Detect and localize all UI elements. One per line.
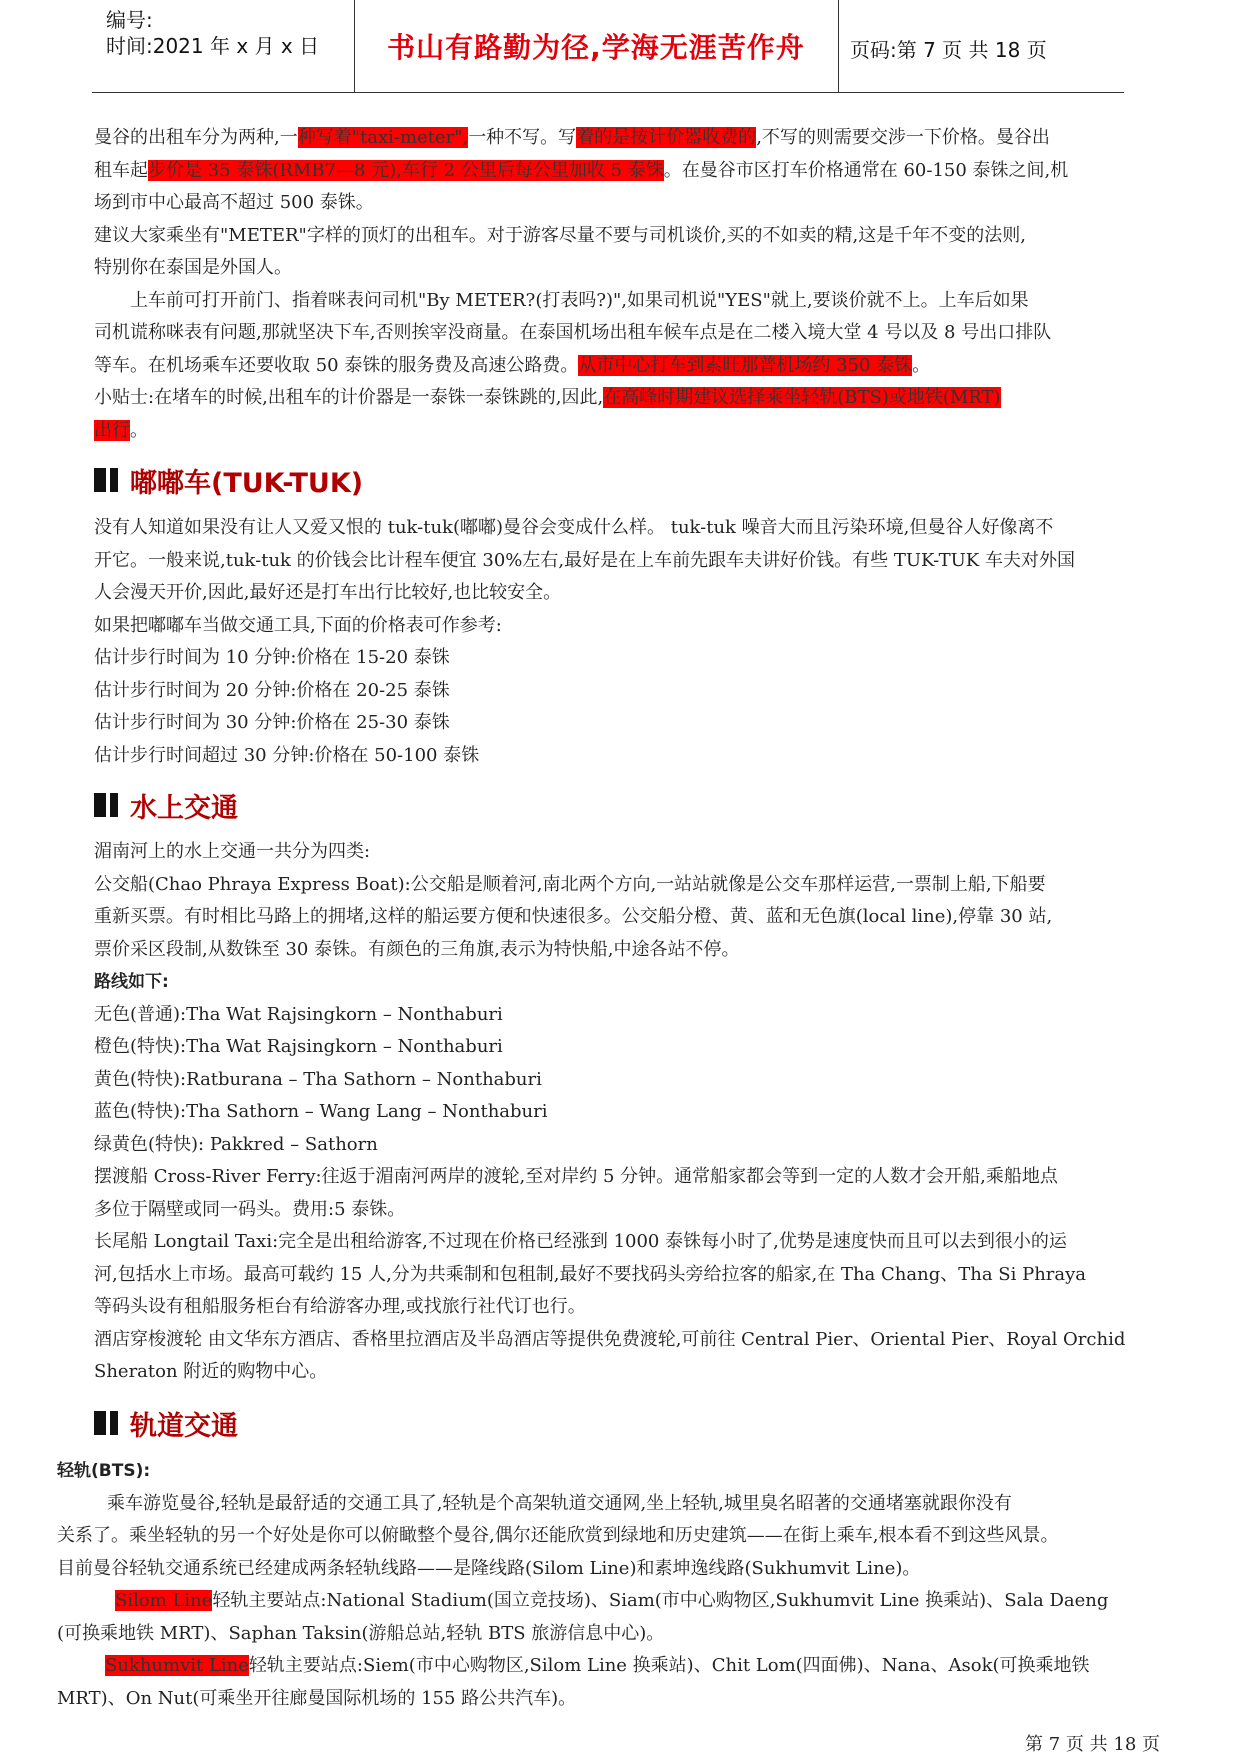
paragraph-line: 湄南河上的水上交通一共分为四类: — [94, 841, 371, 862]
text-run: 小贴士:在堵车的时候,出租车的计价器是一泰铢一泰铢跳的,因此, — [94, 387, 604, 408]
paragraph-line: 河,包括水上市场。最高可载约 15 人,分为共乘制和包租制,最好不要找码头旁给拉客的船家,在 Tha Chang、Tha Si Phraya — [94, 1263, 1087, 1285]
paragraph-line: 摆渡船 Cross-River Ferry:往返于湄南河两岸的渡轮,至对岸约 5 分钟。通常船家都会等到一定的人数才会开船,乘船地点 — [94, 1166, 1058, 1187]
text-run: ,不写的则需要交涉一下价格。曼谷出 — [756, 127, 1050, 148]
page-header — [92, 0, 1124, 93]
paragraph-line: 特别你在泰国是外国人。 — [94, 257, 292, 278]
text-run: 曼谷的出租车分为两种,一 — [94, 127, 298, 148]
paragraph-line — [94, 382, 1160, 415]
section-title: 嘟嘟车(TUK-TUK) — [130, 467, 364, 499]
section-heading-tuktuk — [94, 460, 363, 500]
paragraph-line: 多位于隔壁或同一码头。费用:5 泰铢。 — [94, 1198, 406, 1220]
paragraph-line: 乘车游览曼谷,轻轨是最舒适的交通工具了,轻轨是个高架轨道交通网,坐上轻轨,城里臭名昭著的交通堵塞就跟你没有 — [107, 1492, 1012, 1514]
heading-bar-icon — [110, 793, 118, 817]
text-run: 。 — [912, 354, 931, 376]
highlight: 步价是 35 泰铢(RMB7—8 元),车行 2 公里后每公里加收 5 泰铢 — [148, 159, 664, 181]
price-item: 估计步行时间超过 30 分钟:价格在 50-100 泰铢 — [94, 744, 480, 766]
paragraph-line: 长尾船 Longtail Taxi:完全是出租给游客,不过现在价格已经涨到 1000 泰铢每小时了,优势是速度快而且可以去到很小的运 — [94, 1231, 1067, 1252]
route-item: 橙色(特快):Tha Wat Rajsingkorn – Nonthaburi — [94, 1036, 503, 1057]
highlight: 着的是按计价器收费的 — [576, 127, 757, 148]
motto: 书山有路勤为径,学海无涯苦作舟 — [387, 31, 805, 64]
highlight: Silom Line — [115, 1590, 213, 1611]
heading-bar-icon — [110, 468, 118, 492]
paragraph-line — [94, 415, 1160, 448]
paragraph-line: 没有人知道如果没有让人又爱又恨的 tuk-tuk(嘟嘟)曼谷会变成什么样。 tuk-tuk 噪音大而且污染环境,但曼谷人好像离不 — [94, 517, 1054, 538]
paragraph-line: 关系了。乘坐轻轨的另一个好处是你可以俯瞰整个曼谷,偶尔还能欣赏到绿地和历史建筑——在街上乘车,根本看不到这些风景。 — [57, 1525, 1059, 1546]
heading-bar-icon — [94, 468, 106, 492]
highlight: 种写着"taxi-meter", — [297, 127, 469, 148]
paragraph-line: 上车前可打开前门、指着咪表问司机"By METER?(打表吗?)",如果司机说"YES"就上,要谈价就不上。上车后如果 — [130, 289, 1029, 311]
highlight: 从市中心打车到素旺那普机场约 350 泰铢 — [578, 354, 913, 376]
page-info: 页码:第 7 页 共 18 页 — [850, 38, 1047, 62]
header-page-cell — [838, 0, 1124, 92]
text-run: 租车起 — [94, 159, 148, 181]
section-heading-water — [94, 785, 238, 825]
route-item: 蓝色(特快):Tha Sathorn – Wang Lang – Nonthaburi — [94, 1101, 548, 1122]
heading-bar-icon — [94, 1411, 106, 1435]
price-item: 估计步行时间为 30 分钟:价格在 25-30 泰铢 — [94, 712, 450, 733]
paragraph-line: 司机谎称咪表有问题,那就坚决下车,否则挨宰没商量。在泰国机场出租车候车点是在二楼入境大堂 4 号以及 8 号出口排队 — [94, 322, 1052, 343]
paragraph-line: 公交船(Chao Phraya Express Boat):公交船是顺着河,南北两个方向,一站站就像是公交车那样运营,一票制上船,下船要 — [94, 873, 1046, 895]
paragraph-line: 酒店穿梭渡轮 由文华东方酒店、香格里拉酒店及半岛酒店等提供免费渡轮,可前往 Central Pier、Oriental Pier、Royal Orchid — [94, 1328, 1126, 1350]
section-heading-rail — [94, 1403, 238, 1443]
paragraph-line: 场到市中心最高不超过 500 泰铢。 — [94, 192, 374, 213]
section-title: 水上交通 — [130, 792, 238, 824]
section-title: 轨道交通 — [130, 1410, 238, 1442]
route-item: 绿黄色(特快): Pakkred – Sathorn — [94, 1133, 378, 1155]
text-run: 。 — [130, 419, 148, 441]
header-meta-cell — [92, 0, 355, 92]
paragraph-line: 票价采区段制,从数铢至 30 泰铢。有颜色的三角旗,表示为特快船,中途各站不停。 — [94, 938, 740, 960]
rail-section — [57, 1455, 1167, 1715]
time-label: 时间:2021 年 x 月 x 日 — [106, 34, 320, 58]
text-run: 。在曼谷市区打车价格通常在 60-150 泰铢之间,机 — [663, 159, 1069, 181]
route-item: 黄色(特快):Ratburana – Tha Sathorn – Nonthaburi — [94, 1068, 542, 1090]
highlight: 在高峰时期建议选择乘坐轻轨(BTS)或地铁(MRT) — [603, 387, 1001, 408]
paragraph-line — [94, 350, 1160, 383]
tuktuk-section — [94, 512, 1160, 772]
paragraph-line — [94, 122, 1160, 155]
route-item: 无色(普通):Tha Wat Rajsingkorn – Nonthaburi — [94, 1003, 503, 1025]
text-run: 一种不写。写 — [468, 127, 577, 148]
paragraph-line: MRT)、On Nut(可乘坐开往廊曼国际机场的 155 路公共汽车)。 — [57, 1687, 577, 1709]
taxi-section — [94, 122, 1160, 447]
text-run: 轻轨主要站点:Siem(市中心购物区,Silom Line 换乘站)、Chit Lom(四面佛)、Nana、Asok(可换乘地铁 — [248, 1655, 1090, 1676]
heading-bar-icon — [94, 793, 106, 817]
text-run: 轻轨主要站点:National Stadium(国立竞技场)、Siam(市中心购物区,Sukhumvit Line 换乘站)、Sala Daeng — [212, 1590, 1109, 1611]
heading-bar-icon — [110, 1411, 118, 1435]
paragraph-line — [94, 155, 1160, 188]
price-item: 估计步行时间为 20 分钟:价格在 20-25 泰铢 — [94, 679, 450, 701]
header-motto-cell — [354, 0, 839, 92]
routes-label: 路线如下: — [94, 972, 169, 992]
number-label: 编号: — [106, 8, 153, 32]
price-item: 估计步行时间为 10 分钟:价格在 15-20 泰铢 — [94, 647, 450, 668]
paragraph-line — [57, 1650, 1167, 1683]
paragraph-line: 等码头设有租船服务柜台有给游客办理,或找旅行社代订也行。 — [94, 1296, 586, 1317]
paragraph-line: 人会漫天开价,因此,最好还是打车出行比较好,也比较安全。 — [94, 582, 562, 603]
page-footer: 第 7 页 共 18 页 — [1025, 1734, 1160, 1755]
paragraph-line: 如果把嘟嘟车当做交通工具,下面的价格表可作参考: — [94, 614, 502, 636]
water-section — [94, 836, 1160, 1389]
paragraph-line: Sheraton 附近的购物中心。 — [94, 1361, 328, 1382]
text-run: 等车。在机场乘车还要收取 50 泰铢的服务费及高速公路费。 — [94, 354, 579, 376]
paragraph-line: 建议大家乘坐有"METER"字样的顶灯的出租车。对于游客尽量不要与司机谈价,买的不如卖的精,这是千年不变的法则, — [94, 224, 1026, 246]
paragraph-line: 目前曼谷轻轨交通系统已经建成两条轻轨线路——是隆线路(Silom Line)和素坤逸线路(Sukhumvit Line)。 — [57, 1557, 921, 1579]
paragraph-line: 开它。一般来说,tuk-tuk 的价钱会比计程车便宜 30%左右,最好是在上车前先跟车夫讲好价钱。有些 TUK-TUK 车夫对外国 — [94, 549, 1075, 571]
paragraph-line — [57, 1585, 1167, 1618]
highlight: Sukhumvit Line — [105, 1655, 249, 1676]
bts-label: 轻轨(BTS): — [57, 1461, 151, 1481]
paragraph-line: 重新买票。有时相比马路上的拥堵,这样的船运要方便和快速很多。公交船分橙、黄、蓝和无色旗(local line),停靠 30 站, — [94, 906, 1053, 927]
paragraph-line: (可换乘地铁 MRT)、Saphan Taksin(游船总站,轻轨 BTS 旅游信息中心)。 — [57, 1622, 665, 1644]
highlight: 出行 — [94, 419, 130, 441]
